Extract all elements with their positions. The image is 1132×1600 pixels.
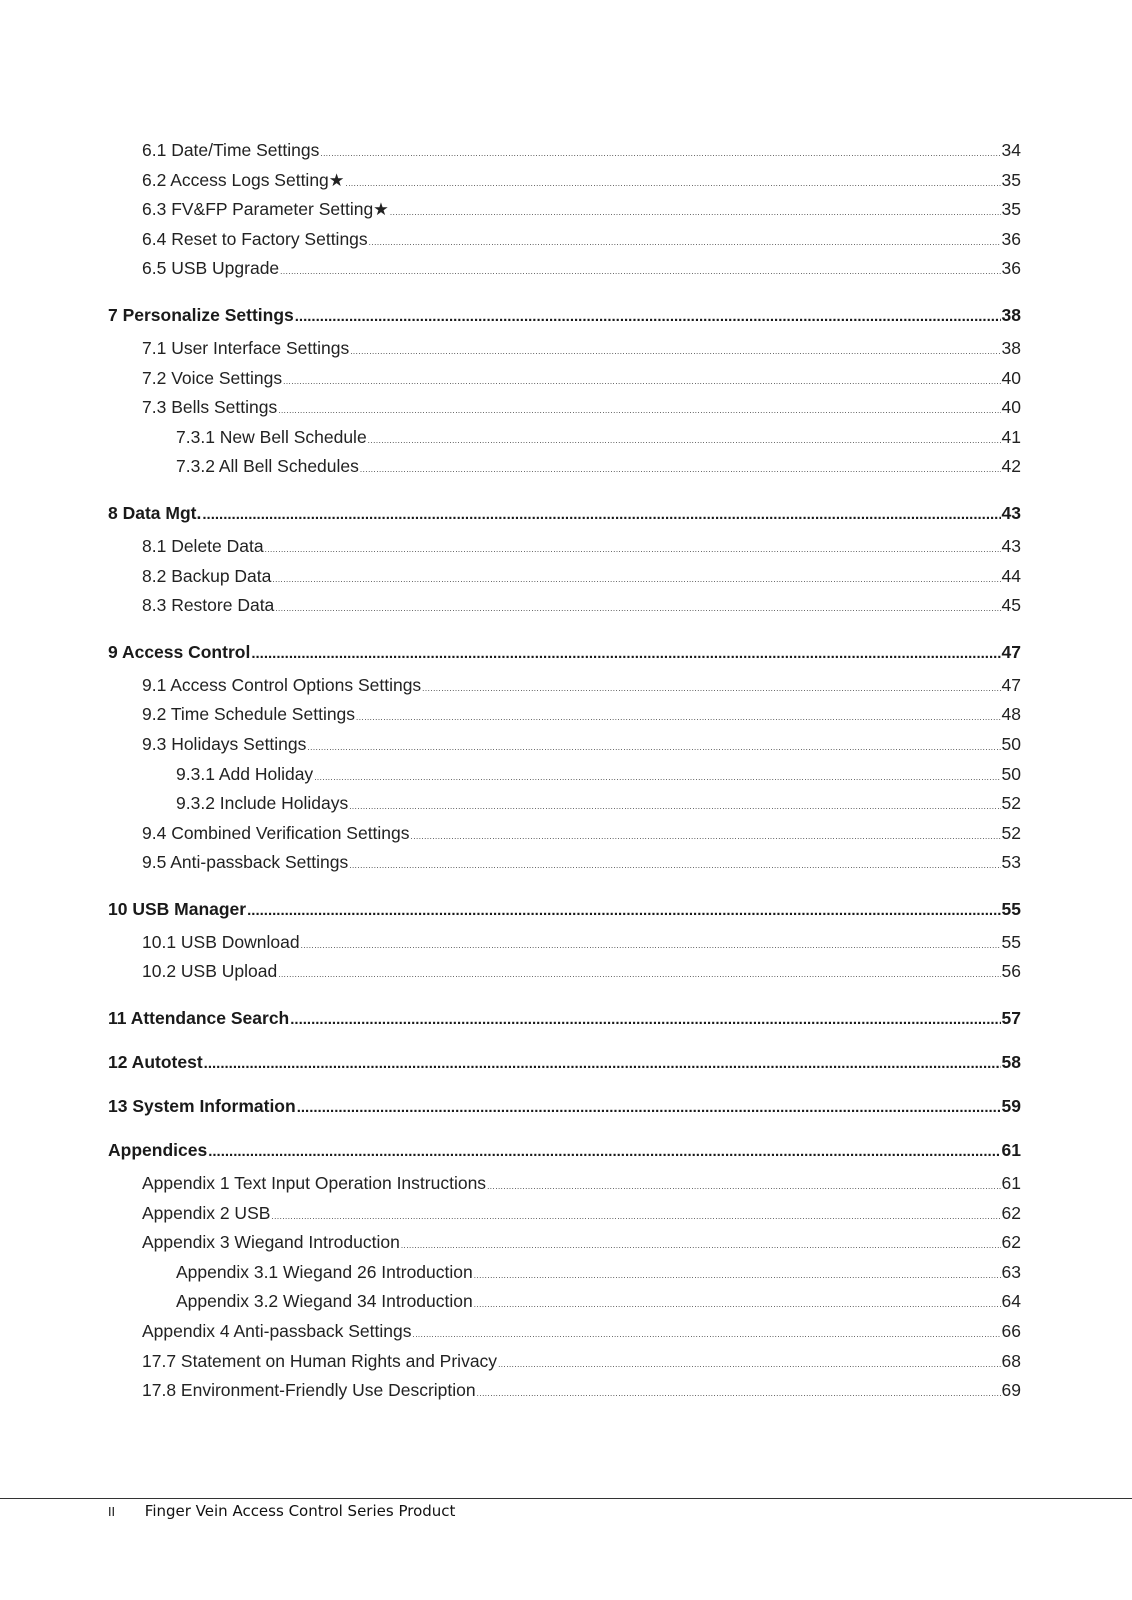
toc-entry-page-number: 55 [1001,931,1021,952]
toc-dot-leader [498,1347,1000,1380]
toc-entry-page-number: 50 [1001,763,1021,784]
toc-entry-title: 6.4 Reset to Factory Settings [142,228,368,249]
toc-dot-leader [272,562,1000,595]
toc-dot-leader [283,364,1000,397]
toc-entry-title: 7.3.1 New Bell Schedule [176,426,367,447]
toc-section-entry[interactable] [108,1169,1021,1199]
toc-entry-title: 9.1 Access Control Options Settings [142,674,422,695]
toc-entry-page-number: 35 [1001,169,1021,190]
toc-entry-page-number: 53 [1001,852,1021,873]
toc-subsection-entry[interactable] [108,452,1021,482]
toc-dot-leader [251,639,1000,667]
toc-entry-page-number: 56 [1001,961,1021,982]
toc-section-entry[interactable] [108,532,1021,562]
toc-entry-page-number: 55 [1001,898,1021,919]
toc-section-entry[interactable] [108,591,1021,621]
toc-section-entry[interactable] [108,393,1021,423]
toc-dot-leader [275,591,1000,624]
toc-chapter-entry[interactable] [108,1137,1021,1163]
toc-section-entry[interactable] [108,225,1021,255]
toc-entry-title: 9 Access Control [108,641,251,662]
toc-entry-page-number: 50 [1001,733,1021,754]
toc-entry-page-number: 43 [1001,535,1021,556]
toc-section-entry[interactable] [108,957,1021,987]
toc-entry-title: 6.2 Access Logs Setting★ [142,169,345,190]
toc-entry-title: 9.3 Holidays Settings [142,733,307,754]
toc-dot-leader [474,1287,1001,1320]
toc-section-entry[interactable] [108,1376,1021,1406]
toc-dot-leader [369,225,1001,258]
toc-dot-leader [278,957,1000,990]
toc-entry-page-number: 69 [1001,1380,1021,1401]
toc-entry-title: 17.8 Environment-Friendly Use Description [142,1380,476,1401]
toc-entry-page-number: 45 [1001,595,1021,616]
toc-dot-leader [349,789,1000,822]
toc-dot-leader [350,334,1000,367]
toc-dot-leader [314,760,1000,793]
toc-entry-page-number: 61 [1001,1173,1021,1194]
toc-entry-page-number: 40 [1001,397,1021,418]
toc-section-entry[interactable] [108,334,1021,364]
toc-entry-title: 8.2 Backup Data [142,565,272,586]
toc-dot-leader [265,532,1001,565]
toc-chapter-entry[interactable] [108,896,1021,922]
toc-entry-page-number: 36 [1001,228,1021,249]
toc-subsection-entry[interactable] [108,1258,1021,1288]
toc-entry-title: 13 System Information [108,1096,296,1117]
toc-section-entry[interactable] [108,166,1021,196]
footer-rule [0,1498,1132,1499]
toc-entry-title: 9.2 Time Schedule Settings [142,704,356,725]
toc-entry-page-number: 43 [1001,502,1021,523]
toc-section-entry[interactable] [108,364,1021,394]
toc-entry-page-number: 52 [1001,822,1021,843]
toc-dot-leader [422,671,1000,704]
toc-entry-page-number: 38 [1001,337,1021,358]
toc-entry-page-number: 58 [1001,1052,1021,1073]
toc-section-entry[interactable] [108,1347,1021,1377]
toc-entry-title: 9.3.1 Add Holiday [176,763,314,784]
toc-subsection-entry[interactable] [108,423,1021,453]
toc-entry-title: Appendix 3.1 Wiegand 26 Introduction [176,1261,473,1282]
toc-entry-page-number: 68 [1001,1350,1021,1371]
toc-dot-leader [349,848,1000,881]
toc-entry-page-number: 66 [1001,1321,1021,1342]
toc-entry-page-number: 62 [1001,1202,1021,1223]
toc-entry-page-number: 34 [1001,140,1021,160]
toc-dot-leader [247,896,1000,924]
toc-section-entry[interactable] [108,671,1021,701]
toc-chapter-entry[interactable] [108,1005,1021,1031]
toc-chapter-entry[interactable] [108,1093,1021,1119]
toc-dot-leader [320,136,1000,169]
toc-entry-page-number: 36 [1001,258,1021,279]
toc-dot-leader [295,302,1001,330]
toc-dot-leader [204,1049,1001,1077]
toc-subsection-entry[interactable] [108,789,1021,819]
toc-dot-leader [356,700,1000,733]
toc-subsection-entry[interactable] [108,1287,1021,1317]
toc-entry-title: Appendix 4 Anti-passback Settings [142,1321,412,1342]
toc-entry-title: 7.3.2 All Bell Schedules [176,456,359,477]
toc-dot-leader [401,1228,1001,1261]
toc-entry-page-number: 52 [1001,793,1021,814]
toc-entry-title: 8 Data Mgt. [108,502,202,523]
toc-entry-title: 11 Attendance Search [108,1008,290,1029]
toc-chapter-entry[interactable] [108,500,1021,526]
toc-dot-leader [368,423,1001,456]
toc-dot-leader [307,730,1000,763]
page-footer [108,1502,455,1520]
toc-dot-leader [202,500,1000,528]
toc-entry-page-number: 59 [1001,1096,1021,1117]
footer-page-number: II [108,1505,116,1519]
toc-section-entry[interactable] [108,562,1021,592]
toc-entry-page-number: 61 [1001,1140,1021,1161]
toc-section-entry[interactable] [108,1317,1021,1347]
toc-entry-title: 12 Autotest [108,1052,203,1073]
toc-entry-page-number: 38 [1001,304,1021,325]
toc-entry-title: Appendix 3.2 Wiegand 34 Introduction [176,1291,473,1312]
toc-entry-title: 9.3.2 Include Holidays [176,793,349,814]
toc-dot-leader [412,1317,1000,1350]
toc-dot-leader [477,1376,1001,1409]
toc-entry-page-number: 41 [1001,426,1021,447]
toc-dot-leader [290,1005,1000,1033]
toc-entry-page-number: 64 [1001,1291,1021,1312]
toc-entry-title: 6.5 USB Upgrade [142,258,280,279]
table-of-contents [108,136,1021,1406]
toc-entry-title: 8.1 Delete Data [142,535,264,556]
toc-dot-leader [390,195,1001,228]
toc-dot-leader [297,1093,1001,1121]
toc-entry-title: Appendix 3 Wiegand Introduction [142,1232,400,1253]
toc-entry-title: 17.7 Statement on Human Rights and Privacy [142,1350,498,1371]
toc-entry-title: 9.4 Combined Verification Settings [142,822,410,843]
footer-document-title: Finger Vein Access Control Series Product [144,1502,456,1520]
toc-entry-title: 10.1 USB Download [142,931,300,952]
toc-section-entry[interactable] [108,700,1021,730]
toc-section-entry[interactable] [108,1228,1021,1258]
toc-dot-leader [301,928,1001,961]
toc-entry-title: 7.1 User Interface Settings [142,337,350,358]
toc-entry-page-number: 63 [1001,1261,1021,1282]
toc-entry-title: Appendices [108,1140,208,1161]
toc-entry-title: 10 USB Manager [108,898,247,919]
toc-section-entry[interactable] [108,928,1021,958]
toc-dot-leader [278,393,1000,426]
toc-entry-title: 6.1 Date/Time Settings [142,140,320,160]
toc-subsection-entry[interactable] [108,760,1021,790]
toc-entry-page-number: 57 [1001,1008,1021,1029]
toc-entry-page-number: 47 [1001,641,1021,662]
toc-section-entry[interactable] [108,730,1021,760]
toc-chapter-entry[interactable] [108,1049,1021,1075]
toc-dot-leader [411,819,1001,852]
toc-entry-page-number: 40 [1001,367,1021,388]
toc-chapter-entry[interactable] [108,302,1021,328]
toc-entry-page-number: 35 [1001,199,1021,220]
toc-entry-page-number: 48 [1001,704,1021,725]
toc-entry-page-number: 42 [1001,456,1021,477]
toc-section-entry[interactable] [108,195,1021,225]
toc-entry-title: Appendix 1 Text Input Operation Instructions [142,1173,487,1194]
toc-dot-leader [345,166,1000,199]
toc-section-entry[interactable] [108,254,1021,284]
toc-section-entry[interactable] [108,819,1021,849]
toc-entry-title: 8.3 Restore Data [142,595,275,616]
toc-entry-title: 7.3 Bells Settings [142,397,278,418]
toc-entry-title: 7.2 Voice Settings [142,367,283,388]
toc-dot-leader [271,1199,1000,1232]
toc-section-entry[interactable] [108,848,1021,878]
toc-dot-leader [474,1258,1001,1291]
toc-entry-title: 10.2 USB Upload [142,961,278,982]
toc-chapter-entry[interactable] [108,639,1021,665]
toc-entry-page-number: 62 [1001,1232,1021,1253]
toc-dot-leader [208,1137,1000,1165]
toc-dot-leader [487,1169,1000,1202]
toc-section-entry[interactable] [108,1199,1021,1229]
toc-dot-leader [360,452,1001,485]
toc-entry-title: Appendix 2 USB [142,1202,271,1223]
toc-dot-leader [280,254,1000,287]
toc-entry-title: 7 Personalize Settings [108,304,294,325]
toc-entry-page-number: 44 [1001,565,1021,586]
toc-entry-title: 6.3 FV&FP Parameter Setting★ [142,199,389,220]
toc-entry-title: 9.5 Anti-passback Settings [142,852,349,873]
toc-entry-page-number: 47 [1001,674,1021,695]
toc-section-entry[interactable] [108,136,1021,166]
